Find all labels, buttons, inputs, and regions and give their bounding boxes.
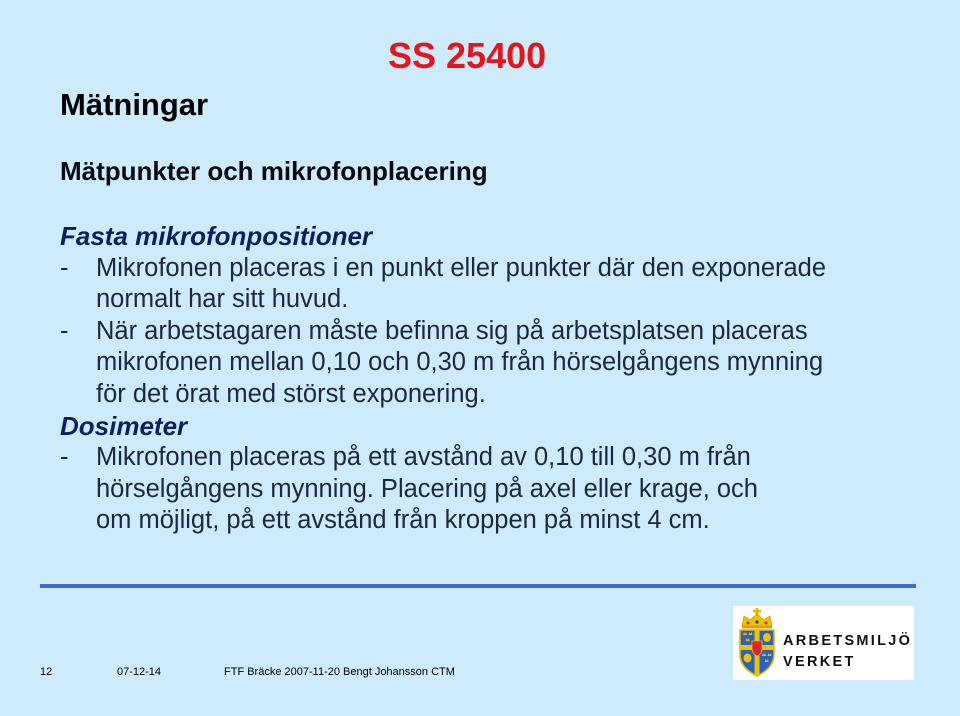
- divider-line: [40, 584, 916, 588]
- logo-text-line2: VERKET: [783, 654, 856, 670]
- bullet-line: Mikrofonen placeras på ett avstånd av 0,10 till 0,30 m från: [96, 443, 751, 472]
- bullet-item: [60, 316, 940, 411]
- slide-number: 12: [40, 666, 53, 678]
- section-heading-dosimeter: Dosimeter: [60, 410, 188, 441]
- slide-content: [60, 221, 940, 537]
- bullet-line: om möjligt, på ett avstånd från kroppen på minst 4 cm.: [96, 506, 710, 535]
- bullet-line: mikrofonen mellan 0,10 och 0,30 m från hörselgångens mynning: [96, 348, 824, 377]
- agency-logo: [733, 606, 914, 680]
- bullet-text: [96, 253, 826, 316]
- standard-number: SS 25400: [388, 35, 547, 76]
- bullet-text: [96, 316, 823, 411]
- slide-title: Mätningar: [60, 87, 209, 122]
- logo-text-line1: ARBETSMILJÖ: [783, 633, 913, 649]
- bullet-line: hörselgångens mynning. Placering på axel eller krage, och: [96, 474, 758, 503]
- bullet-marker: -: [60, 316, 69, 345]
- footer-date: 07-12-14: [117, 666, 162, 678]
- bullet-text: [96, 442, 758, 537]
- bullet-marker: -: [60, 253, 69, 282]
- bullet-marker: -: [60, 443, 69, 472]
- footer-text: FTF Bräcke 2007-11-20 Bengt Johansson CTM: [224, 666, 455, 678]
- slide-subtitle: Mätpunkter och mikrofonplacering: [60, 156, 488, 186]
- bullet-item: [60, 253, 940, 316]
- bullet-line: När arbetstagaren måste befinna sig på arbetsplatsen placeras: [96, 316, 808, 345]
- bullet-line: för det örat med störst exponering.: [96, 379, 486, 408]
- bullet-item: [60, 442, 940, 537]
- coat-of-arms-icon: [736, 608, 778, 678]
- bullet-line: Mikrofonen placeras i en punkt eller punkter där den exponerade: [96, 253, 827, 282]
- section-heading-fixed-positions: Fasta mikrofonpositioner: [60, 221, 373, 251]
- bullet-line: normalt har sitt huvud.: [96, 285, 349, 314]
